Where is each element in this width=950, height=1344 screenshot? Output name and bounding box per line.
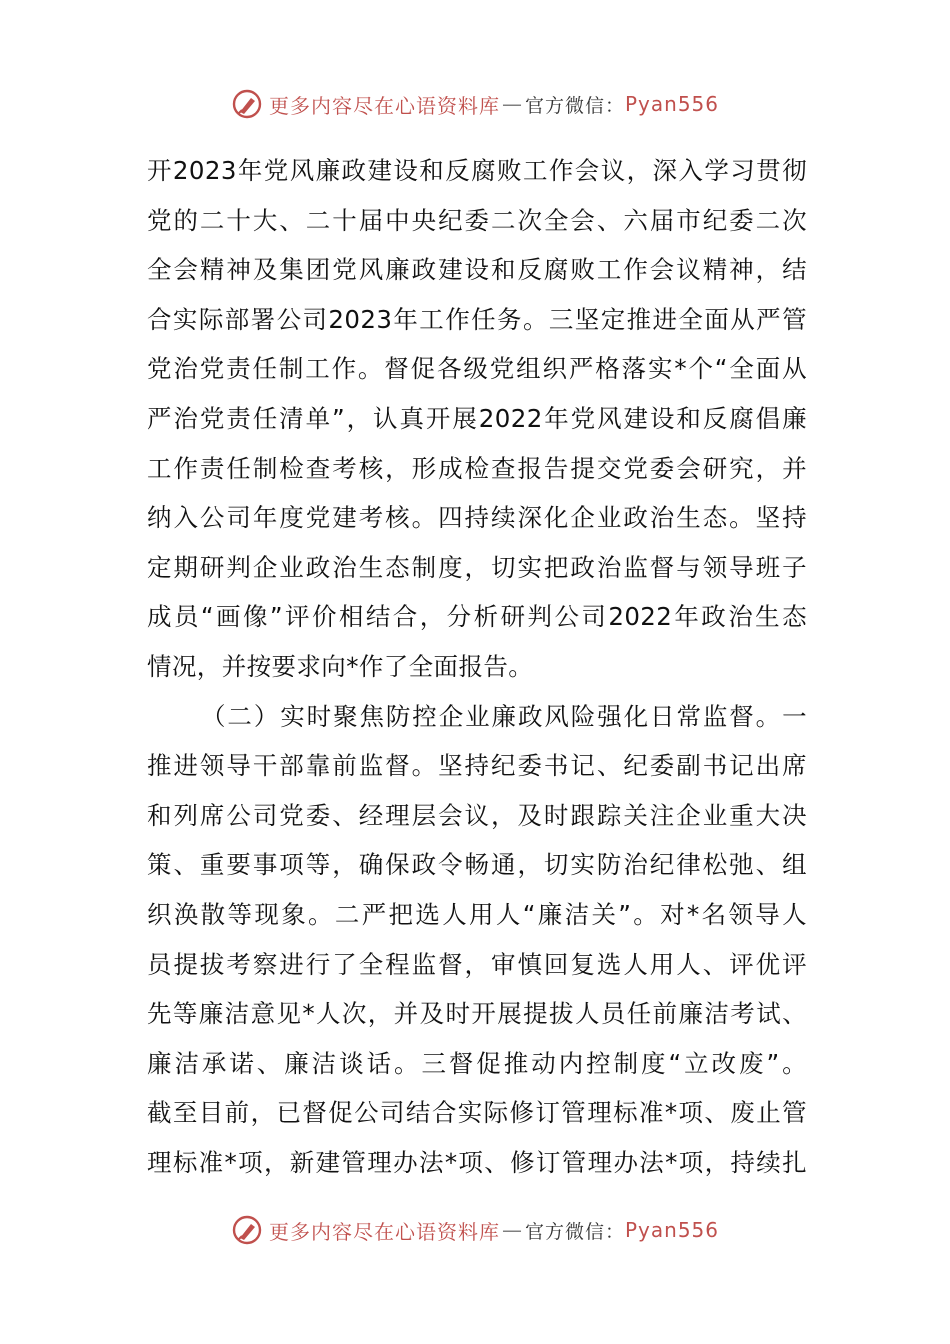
- body-line: 廉洁承诺、廉洁谈话。三督促推动内控制度“立改废”。: [147, 1048, 807, 1078]
- body-line: 理标准*项，新建管理办法*项、修订管理办法*项，持续扎: [147, 1147, 807, 1177]
- body-line: 定期研判企业政治生态制度，切实把政治监督与领导班子: [147, 552, 807, 582]
- body-line: 严治党责任清单”，认真开展2022年党风建设和反腐倡廉: [147, 403, 807, 433]
- body-line: 合实际部署公司2023年工作任务。三坚定推进全面从严管: [147, 304, 807, 334]
- body-line: 成员“画像”评价相结合，分析研判公司2022年政治生态: [147, 602, 807, 632]
- body-line: 情况，并按要求向*作了全面报告。: [147, 651, 534, 681]
- section-heading-line: （二）实时聚焦防控企业廉政风险强化日常监督。一: [201, 701, 807, 731]
- body-line: 和列席公司党委、经理层会议，及时跟踪关注企业重大决: [147, 800, 807, 830]
- body-line: 推进领导干部靠前监督。坚持纪委书记、纪委副书记出席: [147, 751, 807, 781]
- body-line: 纳入公司年度党建考核。四持续深化企业政治生态。坚持: [147, 503, 807, 533]
- body-line: 织涣散等现象。二严把选人用人“廉洁关”。对*名领导人: [147, 899, 807, 929]
- watermark-text: 更多内容尽在心语资料库: [268, 1219, 500, 1244]
- body-line: 策、重要事项等，确保政令畅通，切实防治纪律松弛、组: [147, 850, 807, 880]
- watermark-text: 更多内容尽在心语资料库: [268, 93, 500, 118]
- body-line: 截至目前，已督促公司结合实际修订管理标准*项、废止管: [147, 1098, 807, 1128]
- footer-watermark: [0, 1208, 950, 1252]
- body-line: 先等廉洁意见*人次，并及时开展提拔人员任前廉洁考试、: [147, 999, 807, 1029]
- header-watermark: [0, 82, 950, 126]
- wechat-label: 官方微信：: [524, 1220, 625, 1243]
- watermark-separator: —: [501, 1218, 523, 1242]
- body-line: 党治党责任制工作。督促各级党组织严格落实*个“全面从: [147, 354, 807, 384]
- body-line: 开2023年党风廉政建设和反腐败工作会议，深入学习贯彻: [147, 156, 807, 185]
- body-line: 员提拔考察进行了全程监督，审慎回复选人用人、评优评: [147, 949, 807, 979]
- body-line: 工作责任制检查考核，形成检查报告提交党委会研究，并: [147, 453, 807, 483]
- pen-nib-icon: [231, 1214, 263, 1246]
- pen-nib-icon: [231, 88, 263, 120]
- wechat-id: Pyan556: [625, 92, 720, 116]
- wechat-id: Pyan556: [625, 1218, 720, 1242]
- body-line: 全会精神及集团党风廉政建设和反腐败工作会议精神，结: [147, 255, 807, 285]
- body-line: 党的二十大、二十届中央纪委二次全会、六届市纪委二次: [147, 205, 807, 235]
- watermark-separator: —: [501, 92, 523, 116]
- document-body: [147, 146, 807, 1187]
- wechat-label: 官方微信：: [524, 94, 625, 117]
